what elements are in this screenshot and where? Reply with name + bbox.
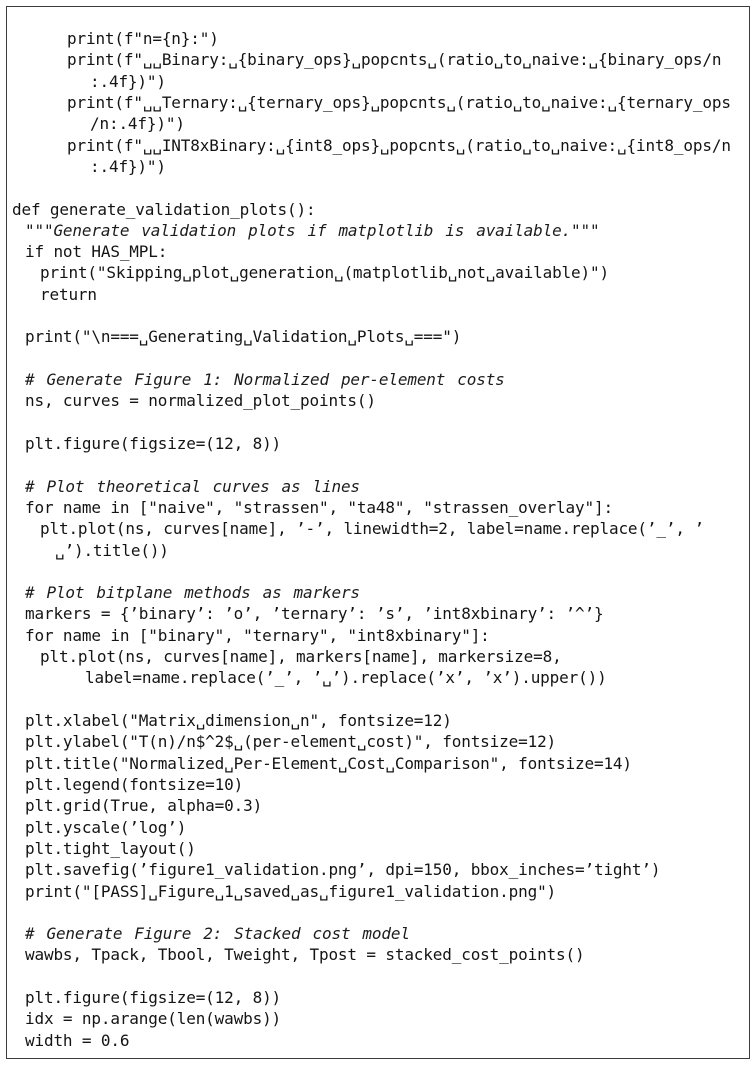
code-line xyxy=(12,881,746,902)
code-line-text: return xyxy=(40,284,97,304)
code-line xyxy=(12,603,746,624)
code-line xyxy=(12,28,746,49)
code-blank-line xyxy=(12,689,746,710)
code-line xyxy=(12,774,746,795)
code-line-text: print(f"␣␣Ternary:␣{ternary_ops}␣popcnts␣(ratio␣to␣naive:␣{ternary_ops xyxy=(67,92,731,112)
code-line-text: # Plot bitplane methods as markers xyxy=(25,583,360,603)
code-line-text: ns, curves = normalized_plot_points() xyxy=(25,391,376,411)
code-line-text: print(f"n={n}:") xyxy=(67,29,219,48)
code-line xyxy=(12,284,746,305)
code-line-text: plt.savefig(’figure1_validation.png’, dpi=150, bbox_inches=’tight’) xyxy=(25,860,661,880)
code-line-text: markers = {’binary’: ’o’, ’ternary’: ’s’, ’int8xbinary’: ’^’} xyxy=(25,604,604,624)
code-line xyxy=(12,753,746,774)
code-line-text: print(f"␣␣Binary:␣{binary_ops}␣popcnts␣(ratio␣to␣naive:␣{binary_ops/n xyxy=(67,50,722,70)
code-line xyxy=(12,944,746,965)
code-line-text: print("\n===␣Generating␣Validation␣Plots␣===") xyxy=(25,327,462,347)
code-line xyxy=(12,817,746,838)
code-line-text: plt.grid(True, alpha=0.3) xyxy=(25,796,263,816)
code-line xyxy=(12,220,746,241)
code-line-text: ␣’).title()) xyxy=(55,540,169,560)
code-line-text: label=name.replace(’_’, ’␣’).replace(’x’, ’x’).upper()) xyxy=(85,668,607,688)
code-line xyxy=(12,1008,746,1029)
code-line xyxy=(12,497,746,518)
code-line-text: if not HAS_MPL: xyxy=(25,242,168,262)
code-line xyxy=(12,838,746,859)
code-line-text: idx = np.arange(len(wawbs)) xyxy=(25,1009,282,1029)
code-line-text: # Generate Figure 2: Stacked cost model xyxy=(25,924,410,944)
code-line-text: """Generate validation plots if matplotlib is available.""" xyxy=(25,220,600,240)
code-line-text: # Plot theoretical curves as lines xyxy=(25,476,360,496)
code-blank-line xyxy=(12,966,746,987)
code-line-text: for name in ["naive", "strassen", "ta48", "strassen_overlay"]: xyxy=(25,497,613,517)
code-line xyxy=(12,262,746,283)
code-line-text: print(f"␣␣INT8xBinary:␣{int8_ops}␣popcnts␣(ratio␣to␣naive:␣{int8_ops/n xyxy=(67,135,731,155)
code-line xyxy=(12,476,746,497)
code-line xyxy=(12,795,746,816)
code-line xyxy=(12,135,746,156)
code-line xyxy=(12,987,746,1008)
code-line xyxy=(12,710,746,731)
code-line xyxy=(12,433,746,454)
code-line xyxy=(12,390,746,411)
code-line xyxy=(12,582,746,603)
code-line-text: plt.plot(ns, curves[name], markers[name], markersize=8, xyxy=(40,647,562,667)
code-line-text: plt.legend(fontsize=10) xyxy=(25,774,244,794)
code-line-text: plt.title("Normalized␣Per-Element␣Cost␣Comparison", fontsize=14) xyxy=(25,753,632,773)
code-line-text: plt.tight_layout() xyxy=(25,838,196,858)
code-line xyxy=(12,326,746,347)
code-listing xyxy=(12,28,746,1051)
code-line xyxy=(12,113,746,134)
code-line xyxy=(12,625,746,646)
code-blank-line xyxy=(12,305,746,326)
code-line-text: print("Skipping␣plot␣generation␣(matplotlib␣not␣available)") xyxy=(40,263,609,283)
code-line-text: def generate_validation_plots(): xyxy=(12,199,316,219)
code-line-text: plt.xlabel("Matrix␣dimension␣n", fontsize=12) xyxy=(25,711,452,730)
code-blank-line xyxy=(12,348,746,369)
code-line xyxy=(12,518,746,539)
code-line xyxy=(12,241,746,262)
code-line xyxy=(12,49,746,70)
code-line xyxy=(12,92,746,113)
code-line-text: plt.yscale(’log’) xyxy=(25,817,187,837)
code-blank-line xyxy=(12,902,746,923)
code-line xyxy=(12,731,746,752)
code-line-text: /n:.4f})") xyxy=(90,114,185,134)
code-line-text: plt.plot(ns, curves[name], ’-’, linewidth=2, label=name.replace(’_’, ’ xyxy=(40,519,704,539)
code-line xyxy=(12,667,746,688)
code-line xyxy=(12,923,746,944)
code-blank-line xyxy=(12,454,746,475)
code-line xyxy=(12,540,746,561)
code-line xyxy=(12,646,746,667)
code-line-text: :.4f})") xyxy=(90,156,166,176)
code-line-text: wawbs, Tpack, Tbool, Tweight, Tpost = stacked_cost_points() xyxy=(25,945,585,965)
code-line xyxy=(12,859,746,880)
code-blank-line xyxy=(12,412,746,433)
code-line xyxy=(12,71,746,92)
code-line-text: plt.figure(figsize=(12, 8)) xyxy=(25,433,282,453)
code-blank-line xyxy=(12,177,746,198)
code-line-text: for name in ["binary", "ternary", "int8xbinary"]: xyxy=(25,625,490,645)
code-line-text: plt.ylabel("T(n)/n$^2$␣(per-element␣cost)", fontsize=12) xyxy=(25,732,557,752)
code-line-text: # Generate Figure 1: Normalized per-element costs xyxy=(25,370,505,389)
code-line-text: width = 0.6 xyxy=(25,1030,130,1050)
code-line xyxy=(12,156,746,177)
code-line-text: plt.figure(figsize=(12, 8)) xyxy=(25,988,282,1008)
code-blank-line xyxy=(12,561,746,582)
code-line xyxy=(12,1030,746,1051)
code-line-text: :.4f})") xyxy=(90,71,166,91)
code-line-text: print("[PASS]␣Figure␣1␣saved␣as␣figure1_validation.png") xyxy=(25,881,557,901)
code-line xyxy=(12,199,746,220)
code-line xyxy=(12,369,746,390)
